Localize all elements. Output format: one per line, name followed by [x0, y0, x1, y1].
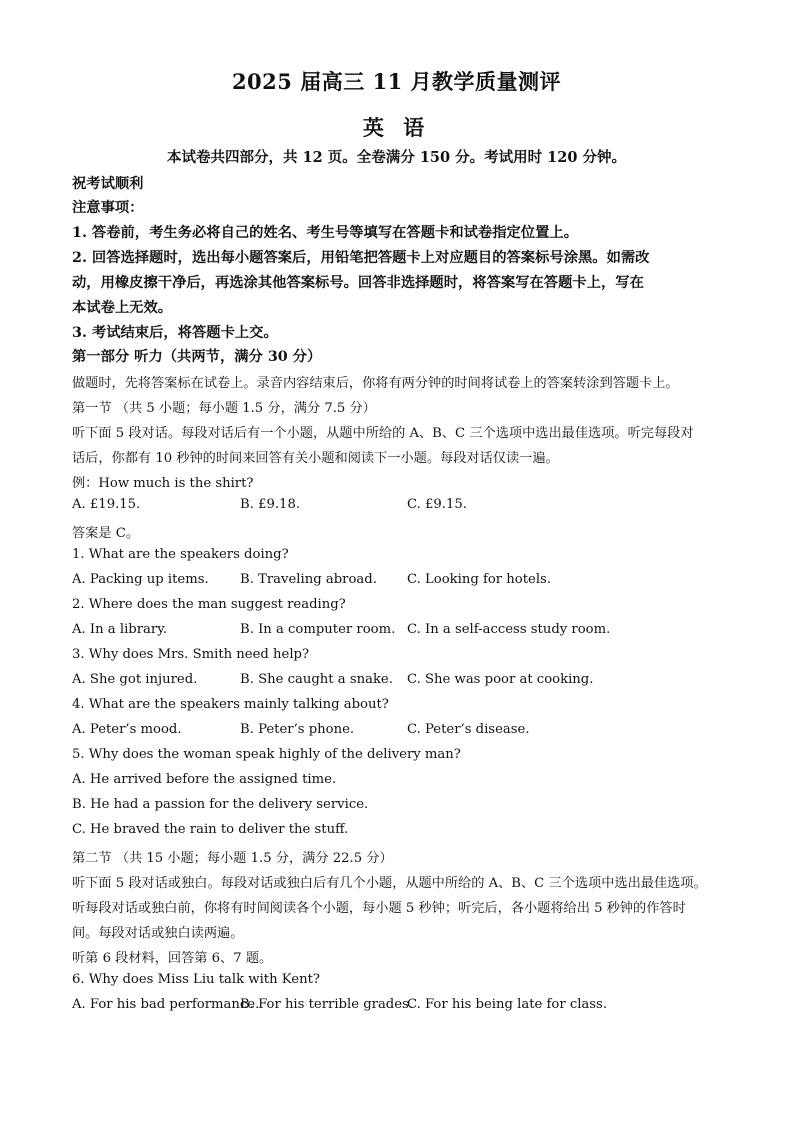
part1-heading: 第一部分 听力（共两节，满分 30 分）	[72, 349, 322, 365]
option-c: C. Peter’s disease.	[407, 722, 530, 737]
exam-info: 本试卷共四部分，共 12 页。全卷满分 150 分。考试用时 120 分钟。	[167, 149, 626, 166]
option-c: C. £9.15.	[407, 497, 467, 512]
notice-item: 本试卷上无效。	[72, 300, 173, 316]
question-2: 2. Where does the man suggest reading?	[72, 597, 346, 612]
question-1: 1. What are the speakers doing?	[72, 547, 289, 562]
question-5-option-b: B. He had a passion for the delivery service.	[72, 797, 369, 812]
notice-item: 2. 回答选择题时，选出每小题答案后，用铅笔把答题卡上对应题目的答案标号涂黑。如需改	[72, 250, 650, 266]
option-b: B. £9.18.	[240, 497, 301, 512]
option-a: A. In a library.	[72, 622, 168, 637]
subject-title: 英 语	[362, 115, 431, 140]
option-b: B. For his terrible grades.	[240, 997, 414, 1012]
exam-title: 2025 届高三 11 月教学质量测评	[231, 69, 562, 94]
section1-heading: 第一节 （共 5 小题；每小题 1.5 分，满分 7.5 分）	[72, 401, 376, 416]
option-a: A. Packing up items.	[72, 572, 209, 587]
notice-item: 1. 答卷前，考生务必将自己的姓名、考生号等填写在答题卡和试卷指定位置上。	[72, 225, 578, 241]
example-answer: 答案是 C。	[72, 526, 140, 541]
option-c: C. In a self-access study room.	[407, 622, 611, 637]
question-5-option-c: C. He braved the rain to deliver the stuff.	[72, 822, 349, 837]
option-a: A. Peter’s mood.	[72, 722, 182, 737]
notice-item: 动，用橡皮擦干净后，再选涂其他答案标号。回答非选择题时，将答案写在答题卡上，写在	[72, 275, 644, 291]
section2-directions: 听下面 5 段对话或独白。每段对话或独白后有几个小题，从题中所给的 A、B、C 三个选项中选出最佳选项。	[72, 876, 707, 891]
option-a: A. £19.15.	[72, 497, 141, 512]
option-c: C. For his being late for class.	[407, 997, 608, 1012]
notice-heading: 注意事项：	[72, 200, 144, 216]
question-6: 6. Why does Miss Liu talk with Kent?	[72, 972, 320, 987]
section2-heading: 第二节 （共 15 小题；每小题 1.5 分，满分 22.5 分）	[72, 851, 393, 866]
question-4: 4. What are the speakers mainly talking about?	[72, 697, 389, 712]
notice-item: 3. 考试结束后，将答题卡上交。	[72, 325, 278, 341]
option-b: B. Peter’s phone.	[240, 722, 355, 737]
option-c: C. She was poor at cooking.	[407, 672, 594, 687]
option-b: B. Traveling abroad.	[240, 572, 377, 587]
example-question: 例：How much is the shirt?	[72, 476, 254, 491]
section2-directions: 间。每段对话或独白读两遍。	[72, 926, 244, 941]
option-a: A. She got injured.	[72, 672, 198, 687]
question-5: 5. Why does the woman speak highly of the delivery man?	[72, 747, 461, 762]
option-a: A. For his bad performance.	[72, 997, 260, 1012]
section1-directions: 话后，你都有 10 秒钟的时间来回答有关小题和阅读下一小题。每段对话仅读一遍。	[72, 451, 559, 466]
material-note: 听第 6 段材料，回答第 6、7 题。	[72, 951, 273, 966]
part1-intro: 做题时，先将答案标在试卷上。录音内容结束后，你将有两分钟的时间将试卷上的答案转涂到答题卡上。	[72, 376, 679, 391]
question-5-option-a: A. He arrived before the assigned time.	[72, 772, 337, 787]
section1-directions: 听下面 5 段对话。每段对话后有一个小题，从题中所给的 A、B、C 三个选项中选出最佳选项。听完每段对	[72, 426, 694, 441]
question-3: 3. Why does Mrs. Smith need help?	[72, 647, 310, 662]
option-b: B. In a computer room.	[240, 622, 396, 637]
wish-text: 祝考试顺利	[72, 176, 144, 192]
section2-directions: 听每段对话或独白前，你将有时间阅读各个小题，每小题 5 秒钟；听完后，各小题将给出 5 秒钟的作答时	[72, 901, 686, 916]
option-c: C. Looking for hotels.	[407, 572, 552, 587]
option-b: B. She caught a snake.	[240, 672, 393, 687]
